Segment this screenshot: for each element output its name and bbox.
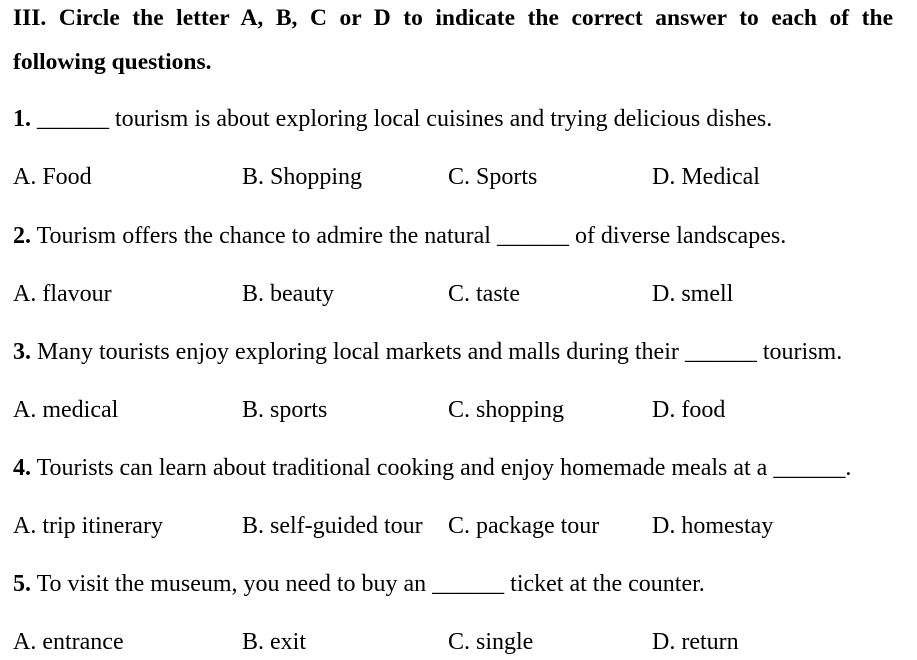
option-d[interactable]: D. food [652, 397, 726, 423]
option-b[interactable]: B. Shopping [242, 164, 363, 190]
option-c[interactable]: C. package tour [448, 513, 600, 539]
option-c[interactable]: C. taste [448, 281, 520, 307]
option-d[interactable]: D. homestay [652, 513, 774, 539]
question-number: 1. [13, 106, 31, 132]
option-c[interactable]: C. Sports [448, 164, 538, 190]
option-b[interactable]: B. self-guided tour [242, 513, 423, 539]
question-text: Tourists can learn about traditional cooking and enjoy homemade meals at a ______. [31, 455, 852, 481]
option-c[interactable]: C. shopping [448, 397, 565, 423]
option-a[interactable]: A. Food [13, 164, 92, 190]
option-a[interactable]: A. flavour [13, 281, 112, 307]
section-title-line1: III. Circle the letter A, B, C or D to indicate the correct answer to each of the [13, 5, 893, 31]
question-text: ______ tourism is about exploring local cuisines and trying delicious dishes. [31, 106, 773, 132]
option-b[interactable]: B. sports [242, 397, 328, 423]
question-4 [13, 454, 851, 482]
section-title-line2: following questions. [13, 49, 212, 75]
option-a[interactable]: A. entrance [13, 629, 124, 655]
option-d[interactable]: D. smell [652, 281, 734, 307]
option-d[interactable]: D. Medical [652, 164, 760, 190]
question-text: Tourism offers the chance to admire the natural ______ of diverse landscapes. [31, 223, 787, 249]
question-number: 3. [13, 339, 31, 365]
question-2 [13, 222, 786, 250]
question-3 [13, 338, 842, 366]
question-number: 2. [13, 223, 31, 249]
option-c[interactable]: C. single [448, 629, 534, 655]
option-a[interactable]: A. trip itinerary [13, 513, 163, 539]
option-b[interactable]: B. exit [242, 629, 306, 655]
question-5 [13, 570, 705, 598]
question-1 [13, 105, 772, 133]
question-text: To visit the museum, you need to buy an ______ ticket at the counter. [31, 571, 705, 597]
question-number: 4. [13, 455, 31, 481]
option-a[interactable]: A. medical [13, 397, 119, 423]
question-text: Many tourists enjoy exploring local markets and malls during their ______ tourism. [31, 339, 843, 365]
question-number: 5. [13, 571, 31, 597]
option-d[interactable]: D. return [652, 629, 739, 655]
option-b[interactable]: B. beauty [242, 281, 334, 307]
